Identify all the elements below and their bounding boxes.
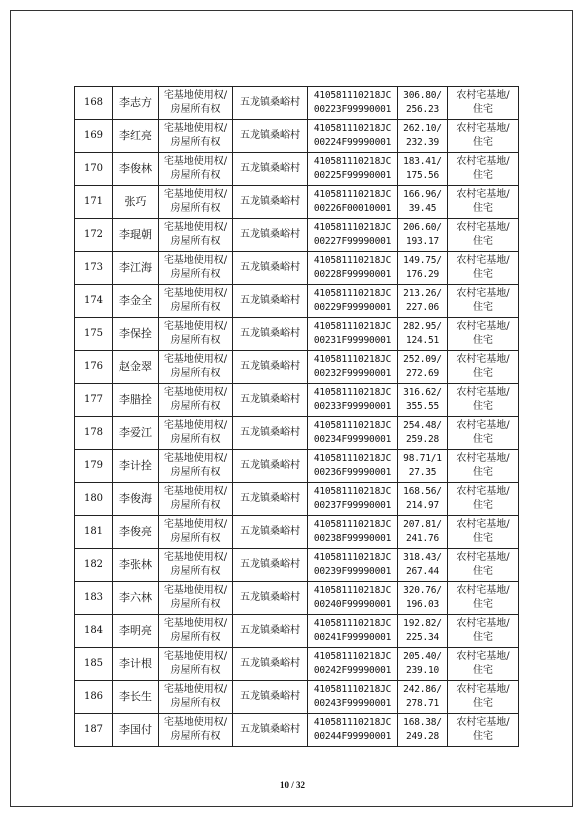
cell-row-number: 169	[75, 120, 113, 153]
cell-owner-name: 李计根	[113, 648, 159, 681]
cell-area: 282.95/ 124.51	[398, 318, 448, 351]
table-row	[75, 648, 519, 681]
cell-location: 五龙镇桑峪村	[233, 252, 308, 285]
cell-land-use: 农村宅基地/ 住宅	[448, 714, 519, 747]
cell-location: 五龙镇桑峪村	[233, 516, 308, 549]
cell-location: 五龙镇桑峪村	[233, 714, 308, 747]
cell-area: 262.10/ 232.39	[398, 120, 448, 153]
cell-location: 五龙镇桑峪村	[233, 318, 308, 351]
cell-unit-code: 410581110218JC 00240F99990001	[308, 582, 398, 615]
cell-unit-code: 410581110218JC 00228F99990001	[308, 252, 398, 285]
cell-location: 五龙镇桑峪村	[233, 285, 308, 318]
table-row	[75, 615, 519, 648]
cell-right-type: 宅基地使用权/ 房屋所有权	[159, 87, 233, 120]
cell-unit-code: 410581110218JC 00236F99990001	[308, 450, 398, 483]
cell-right-type: 宅基地使用权/ 房屋所有权	[159, 681, 233, 714]
cell-owner-name: 张巧	[113, 186, 159, 219]
cell-area: 149.75/ 176.29	[398, 252, 448, 285]
table-row	[75, 417, 519, 450]
cell-unit-code: 410581110218JC 00242F99990001	[308, 648, 398, 681]
cell-owner-name: 李志方	[113, 87, 159, 120]
cell-land-use: 农村宅基地/ 住宅	[448, 615, 519, 648]
cell-land-use: 农村宅基地/ 住宅	[448, 549, 519, 582]
cell-owner-name: 李爱江	[113, 417, 159, 450]
cell-area: 316.62/ 355.55	[398, 384, 448, 417]
cell-land-use: 农村宅基地/ 住宅	[448, 648, 519, 681]
cell-row-number: 176	[75, 351, 113, 384]
table-row	[75, 285, 519, 318]
page-number: 10 / 32	[279, 780, 305, 790]
cell-right-type: 宅基地使用权/ 房屋所有权	[159, 351, 233, 384]
cell-owner-name: 李琨朝	[113, 219, 159, 252]
cell-area: 168.38/ 249.28	[398, 714, 448, 747]
cell-land-use: 农村宅基地/ 住宅	[448, 87, 519, 120]
cell-location: 五龙镇桑峪村	[233, 87, 308, 120]
cell-owner-name: 李保拴	[113, 318, 159, 351]
cell-land-use: 农村宅基地/ 住宅	[448, 285, 519, 318]
cell-owner-name: 李俊海	[113, 483, 159, 516]
cell-right-type: 宅基地使用权/ 房屋所有权	[159, 516, 233, 549]
table-row	[75, 351, 519, 384]
cell-unit-code: 410581110218JC 00238F99990001	[308, 516, 398, 549]
table-body	[75, 87, 519, 747]
cell-owner-name: 赵金翠	[113, 351, 159, 384]
cell-right-type: 宅基地使用权/ 房屋所有权	[159, 219, 233, 252]
cell-unit-code: 410581110218JC 00225F99990001	[308, 153, 398, 186]
cell-location: 五龙镇桑峪村	[233, 681, 308, 714]
cell-right-type: 宅基地使用权/ 房屋所有权	[159, 384, 233, 417]
cell-unit-code: 410581110218JC 00243F99990001	[308, 681, 398, 714]
cell-unit-code: 410581110218JC 00244F99990001	[308, 714, 398, 747]
table-row	[75, 87, 519, 120]
table-row	[75, 681, 519, 714]
cell-owner-name: 李国付	[113, 714, 159, 747]
cell-row-number: 179	[75, 450, 113, 483]
cell-unit-code: 410581110218JC 00232F99990001	[308, 351, 398, 384]
cell-row-number: 171	[75, 186, 113, 219]
cell-row-number: 175	[75, 318, 113, 351]
cell-owner-name: 李江海	[113, 252, 159, 285]
cell-right-type: 宅基地使用权/ 房屋所有权	[159, 120, 233, 153]
cell-unit-code: 410581110218JC 00241F99990001	[308, 615, 398, 648]
cell-land-use: 农村宅基地/ 住宅	[448, 153, 519, 186]
cell-unit-code: 410581110218JC 00237F99990001	[308, 483, 398, 516]
cell-location: 五龙镇桑峪村	[233, 417, 308, 450]
cell-area: 168.56/ 214.97	[398, 483, 448, 516]
cell-right-type: 宅基地使用权/ 房屋所有权	[159, 153, 233, 186]
cell-right-type: 宅基地使用权/ 房屋所有权	[159, 483, 233, 516]
cell-unit-code: 410581110218JC 00229F99990001	[308, 285, 398, 318]
cell-land-use: 农村宅基地/ 住宅	[448, 351, 519, 384]
table-row	[75, 483, 519, 516]
table-row	[75, 252, 519, 285]
cell-right-type: 宅基地使用权/ 房屋所有权	[159, 582, 233, 615]
cell-land-use: 农村宅基地/ 住宅	[448, 219, 519, 252]
cell-row-number: 172	[75, 219, 113, 252]
cell-row-number: 182	[75, 549, 113, 582]
cell-land-use: 农村宅基地/ 住宅	[448, 582, 519, 615]
table-row	[75, 120, 519, 153]
cell-area: 192.82/ 225.34	[398, 615, 448, 648]
cell-area: 242.86/ 278.71	[398, 681, 448, 714]
cell-area: 207.81/ 241.76	[398, 516, 448, 549]
cell-location: 五龙镇桑峪村	[233, 351, 308, 384]
cell-area: 213.26/ 227.06	[398, 285, 448, 318]
cell-land-use: 农村宅基地/ 住宅	[448, 318, 519, 351]
table-row	[75, 219, 519, 252]
cell-unit-code: 410581110218JC 00233F99990001	[308, 384, 398, 417]
cell-land-use: 农村宅基地/ 住宅	[448, 120, 519, 153]
cell-land-use: 农村宅基地/ 住宅	[448, 681, 519, 714]
table-row	[75, 450, 519, 483]
cell-area: 318.43/ 267.44	[398, 549, 448, 582]
cell-unit-code: 410581110218JC 00223F99990001	[308, 87, 398, 120]
cell-row-number: 180	[75, 483, 113, 516]
cell-right-type: 宅基地使用权/ 房屋所有权	[159, 417, 233, 450]
cell-location: 五龙镇桑峪村	[233, 648, 308, 681]
cell-owner-name: 李明亮	[113, 615, 159, 648]
cell-land-use: 农村宅基地/ 住宅	[448, 384, 519, 417]
cell-owner-name: 李计拴	[113, 450, 159, 483]
cell-unit-code: 410581110218JC 00227F99990001	[308, 219, 398, 252]
cell-row-number: 187	[75, 714, 113, 747]
cell-area: 98.71/1 27.35	[398, 450, 448, 483]
cell-row-number: 186	[75, 681, 113, 714]
cell-area: 252.09/ 272.69	[398, 351, 448, 384]
cell-area: 206.60/ 193.17	[398, 219, 448, 252]
cell-right-type: 宅基地使用权/ 房屋所有权	[159, 549, 233, 582]
cell-owner-name: 李腊拴	[113, 384, 159, 417]
cell-land-use: 农村宅基地/ 住宅	[448, 450, 519, 483]
cell-area: 320.76/ 196.03	[398, 582, 448, 615]
cell-unit-code: 410581110218JC 00239F99990001	[308, 549, 398, 582]
cell-location: 五龙镇桑峪村	[233, 582, 308, 615]
cell-right-type: 宅基地使用权/ 房屋所有权	[159, 285, 233, 318]
cell-location: 五龙镇桑峪村	[233, 120, 308, 153]
cell-right-type: 宅基地使用权/ 房屋所有权	[159, 648, 233, 681]
table-row	[75, 153, 519, 186]
cell-right-type: 宅基地使用权/ 房屋所有权	[159, 186, 233, 219]
cell-owner-name: 李张林	[113, 549, 159, 582]
table-row	[75, 318, 519, 351]
table-row	[75, 549, 519, 582]
cell-row-number: 170	[75, 153, 113, 186]
table-row	[75, 384, 519, 417]
cell-right-type: 宅基地使用权/ 房屋所有权	[159, 714, 233, 747]
cell-location: 五龙镇桑峪村	[233, 153, 308, 186]
table-row	[75, 714, 519, 747]
cell-right-type: 宅基地使用权/ 房屋所有权	[159, 450, 233, 483]
cell-area: 254.48/ 259.28	[398, 417, 448, 450]
cell-owner-name: 李长生	[113, 681, 159, 714]
cell-owner-name: 李六林	[113, 582, 159, 615]
cell-owner-name: 李金全	[113, 285, 159, 318]
cell-unit-code: 410581110218JC 00224F99990001	[308, 120, 398, 153]
cell-location: 五龙镇桑峪村	[233, 219, 308, 252]
table-row	[75, 516, 519, 549]
cell-location: 五龙镇桑峪村	[233, 186, 308, 219]
cell-row-number: 181	[75, 516, 113, 549]
cell-row-number: 178	[75, 417, 113, 450]
cell-land-use: 农村宅基地/ 住宅	[448, 516, 519, 549]
cell-area: 306.80/ 256.23	[398, 87, 448, 120]
cell-unit-code: 410581110218JC 00234F99990001	[308, 417, 398, 450]
cell-row-number: 173	[75, 252, 113, 285]
table-row	[75, 186, 519, 219]
cell-row-number: 177	[75, 384, 113, 417]
cell-unit-code: 410581110218JC 00226F00010001	[308, 186, 398, 219]
cell-unit-code: 410581110218JC 00231F99990001	[308, 318, 398, 351]
cell-location: 五龙镇桑峪村	[233, 615, 308, 648]
cell-row-number: 185	[75, 648, 113, 681]
cell-location: 五龙镇桑峪村	[233, 483, 308, 516]
cell-area: 166.96/ 39.45	[398, 186, 448, 219]
registry-sheet	[74, 86, 518, 747]
cell-right-type: 宅基地使用权/ 房屋所有权	[159, 252, 233, 285]
cell-land-use: 农村宅基地/ 住宅	[448, 252, 519, 285]
cell-owner-name: 李红亮	[113, 120, 159, 153]
cell-location: 五龙镇桑峪村	[233, 549, 308, 582]
cell-row-number: 168	[75, 87, 113, 120]
cell-location: 五龙镇桑峪村	[233, 450, 308, 483]
cell-owner-name: 李俊林	[113, 153, 159, 186]
cell-land-use: 农村宅基地/ 住宅	[448, 417, 519, 450]
cell-row-number: 183	[75, 582, 113, 615]
cell-land-use: 农村宅基地/ 住宅	[448, 186, 519, 219]
cell-area: 205.40/ 239.10	[398, 648, 448, 681]
registry-table	[74, 86, 519, 747]
cell-land-use: 农村宅基地/ 住宅	[448, 483, 519, 516]
cell-right-type: 宅基地使用权/ 房屋所有权	[159, 615, 233, 648]
cell-area: 183.41/ 175.56	[398, 153, 448, 186]
cell-row-number: 184	[75, 615, 113, 648]
table-row	[75, 582, 519, 615]
cell-right-type: 宅基地使用权/ 房屋所有权	[159, 318, 233, 351]
cell-owner-name: 李俊亮	[113, 516, 159, 549]
cell-row-number: 174	[75, 285, 113, 318]
cell-location: 五龙镇桑峪村	[233, 384, 308, 417]
